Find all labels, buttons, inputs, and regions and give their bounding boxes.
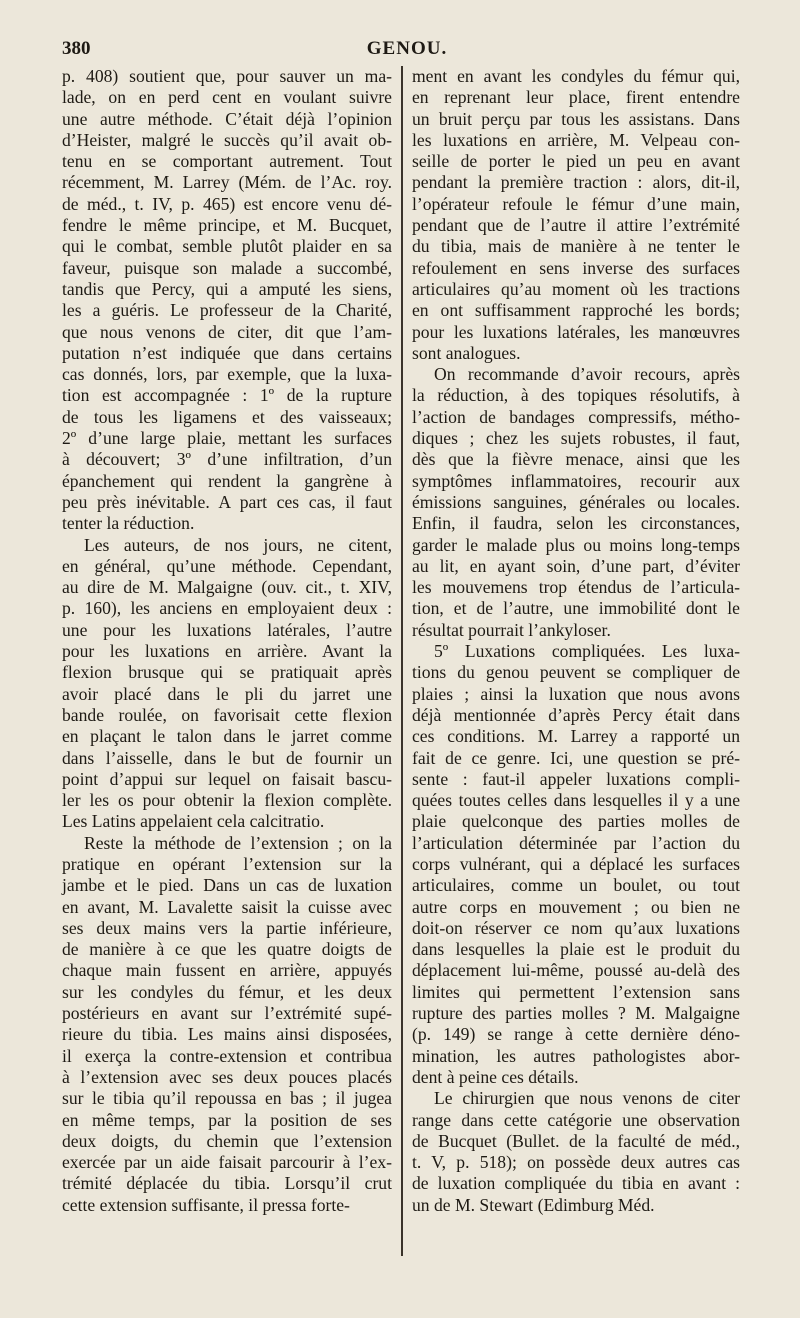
page-number: 380 <box>62 38 91 59</box>
text-line: de Bucquet (Bullet. de la faculté de méd., <box>412 1130 740 1151</box>
text-line: une pour les luxations latérales, l’autre <box>62 619 392 640</box>
text-line: garder le malade plus ou moins long-temps <box>412 534 740 555</box>
text-line: il exerça la contre-extension et contribua <box>62 1045 392 1066</box>
text-line: pendant la première traction : alors, dit-il, <box>412 172 740 193</box>
text-line: quées toutes celles dans lesquelles il y a une <box>412 790 740 811</box>
text-line: du tibia, mais de manière à ne tenter le <box>412 236 740 257</box>
text-line: sont analogues. <box>412 342 521 363</box>
text-line: dans lesquelles la plaie est le produit du <box>412 939 740 960</box>
text-line: bande roulée, on favorisait cette flexion <box>62 704 392 725</box>
text-line: ses deux mains vers la partie inférieure, <box>62 917 392 938</box>
text-line: qui le combat, semble plutôt plaider en sa <box>62 236 392 257</box>
text-line: corps vulnérant, qui a déplacé les surfaces <box>412 853 740 874</box>
text-line: p. 408) soutient que, pour sauver un ma- <box>62 66 392 86</box>
text-line: une autre méthode. C’était déjà l’opinion <box>62 108 392 129</box>
text-line: épanchement qui rendent la gangrène à <box>62 470 392 491</box>
text-line: tions du genou peuvent se compliquer de <box>412 662 740 683</box>
text-line: diques ; chez les sujets robustes, il faut, <box>412 428 740 449</box>
text-line: pratique en opérant l’extension sur la <box>62 853 392 874</box>
text-line: trémité déplacée du tibia. Lorsqu’il crut <box>62 1173 392 1194</box>
text-line: t. V, p. 518); on possède deux autres cas <box>412 1152 740 1173</box>
text-line: pour les luxations latérales, les manœuvres <box>412 321 740 342</box>
text-line: en ont suffisamment rapproché les bords; <box>412 300 740 321</box>
text-line: de manière à ce que les quatre doigts de <box>62 939 392 960</box>
text-line: l’articulation déterminée par l’action du <box>412 832 740 853</box>
text-line: ment en avant les condyles du fémur qui, <box>412 66 740 86</box>
text-line: putation n’est indiquée que dans certains <box>62 342 392 363</box>
text-line: en général, qu’une méthode. Cependant, <box>62 555 392 576</box>
text-line: Le chirurgien que nous venons de citer <box>434 1088 740 1109</box>
text-line: postérieurs en avant sur l’extrémité supé- <box>62 1003 392 1024</box>
text-line: de méd., t. IV, p. 465) est encore venu dé- <box>62 193 392 214</box>
column-rule <box>401 66 403 1256</box>
text-line: de luxation compliquée du tibia en avant : <box>412 1173 740 1194</box>
text-line: tenu en se comportant autrement. Tout <box>62 151 392 172</box>
text-line: en même temps, par la position de ses <box>62 1109 392 1130</box>
left-column <box>62 66 392 1216</box>
text-line: résultat pourrait l’ankyloser. <box>412 619 611 640</box>
text-line: sur les condyles du fémur, et les deux <box>62 981 392 1002</box>
text-line: tandis que Percy, qui a amputé les siens, <box>62 278 392 299</box>
text-line: à l’extension avec ses deux pouces placés <box>62 1066 392 1087</box>
text-line: faveur, puisque son malade a succombé, <box>62 257 392 278</box>
text-line: un bruit perçu par tous les assistans. Dans <box>412 108 740 129</box>
text-line: tenter la réduction. <box>62 513 195 534</box>
text-line: deux doigts, du chemin que l’extension <box>62 1130 392 1151</box>
text-line: fait de ce genre. Ici, une question se pré- <box>412 747 740 768</box>
text-line: dans l’aisselle, dans le but de fournir un <box>62 747 392 768</box>
text-line: range dans cette catégorie une observation <box>412 1109 740 1130</box>
text-line: rupture des parties molles ? M. Malgaigne <box>412 1003 740 1024</box>
text-line: mination, les autres pathologistes abor- <box>412 1045 740 1066</box>
text-line: tion, et de l’autre, une immobilité dont le <box>412 598 740 619</box>
right-column <box>412 66 740 1216</box>
text-line: au lit, en ayant soin, d’une part, d’éviter <box>412 555 740 576</box>
text-line: dent à peine ces détails. <box>412 1066 579 1087</box>
text-line: au dire de M. Malgaigne (ouv. cit., t. XIV, <box>62 577 392 598</box>
text-line: limites qui permettent l’extension sans <box>412 981 740 1002</box>
text-line: plaie quelconque des parties molles de <box>412 811 740 832</box>
text-line: (p. 149) se range à cette dernière déno- <box>412 1024 740 1045</box>
text-line: fendre le même principe, et M. Bucquet, <box>62 215 392 236</box>
text-line: l’action de bandages compressifs, métho- <box>412 406 740 427</box>
text-line: symptômes inflammatoires, recourir aux <box>412 470 740 491</box>
text-line: déjà mentionnée d’après Percy était dans <box>412 704 740 725</box>
text-line: l’opérateur refoule le fémur d’une main, <box>412 193 740 214</box>
text-line: dès que la fièvre menace, ainsi que les <box>412 449 740 470</box>
text-line: les mouvemens trop étendus de l’articula- <box>412 577 740 598</box>
text-line: 2º d’une large plaie, mettant les surfaces <box>62 428 392 449</box>
text-line: émissions sanguines, générales ou locales. <box>412 491 740 512</box>
text-line: refoulement en sens inverse des surfaces <box>412 257 740 278</box>
text-line: cette extension suffisante, il pressa forte- <box>62 1194 350 1215</box>
text-line: lade, on en perd cent en voulant suivre <box>62 87 392 108</box>
text-line: peu près inévitable. A part ces cas, il faut <box>62 491 392 512</box>
text-line: à découvert; 3º d’une infiltration, d’un <box>62 449 392 470</box>
text-line: pour les luxations en arrière. Avant la <box>62 641 392 662</box>
text-line: que nous venons de citer, dit que l’am- <box>62 321 392 342</box>
text-line: seille de porter le pied un peu en avant <box>412 151 740 172</box>
text-line: en plaçant le talon dans le jarret comme <box>62 726 392 747</box>
text-line: plaies ; ainsi la luxation que nous avons <box>412 683 740 704</box>
text-line: 5º Luxations compliquées. Les luxa- <box>434 641 740 662</box>
text-line: rieure du tibia. Les mains ainsi disposées, <box>62 1024 392 1045</box>
text-line: ler les os pour obtenir la flexion complète. <box>62 790 392 811</box>
text-line: sur le tibia qu’il repoussa en bas ; il jugea <box>62 1088 392 1109</box>
text-line: tion est accompagnée : 1º de la rupture <box>62 385 392 406</box>
text-line: un de M. Stewart (Edimburg Méd. <box>412 1194 655 1215</box>
text-line: la réduction, à des topiques résolutifs, à <box>412 385 740 406</box>
text-line: Les Latins appelaient cela calcitratio. <box>62 811 325 832</box>
text-line: sente : faut-il appeler luxations compli- <box>412 768 740 789</box>
text-line: On recommande d’avoir recours, après <box>434 364 740 385</box>
text-line: flexion brusque qui se pratiquait après <box>62 662 392 683</box>
text-line: les luxations en arrière, M. Velpeau con- <box>412 129 740 150</box>
text-line: de tous les ligamens et des vaisseaux; <box>62 406 392 427</box>
text-line: exercée par un aide faisait parcourir à l’ex- <box>62 1152 392 1173</box>
text-line: chaque main fussent en arrière, appuyés <box>62 960 392 981</box>
text-line: autre corps en mouvement ; ou bien ne <box>412 896 740 917</box>
text-line: en reprenant leur place, firent entendre <box>412 87 740 108</box>
text-line: avoir placé dans le pli du jarret une <box>62 683 392 704</box>
text-line: Enfin, il faudra, selon les circonstances, <box>412 513 740 534</box>
text-line: déplacement lui-même, poussé au-delà des <box>412 960 740 981</box>
text-line: articulaires qu’au moment où les tractions <box>412 278 740 299</box>
running-head: GENOU. <box>366 38 448 59</box>
text-line: Les auteurs, de nos jours, ne citent, <box>84 534 392 555</box>
text-line: Reste la méthode de l’extension ; on la <box>84 832 392 853</box>
text-line: articulaires, comme un boulet, ou tout <box>412 875 740 896</box>
text-line: ces conditions. M. Larrey a rapporté un <box>412 726 740 747</box>
text-line: d’Heister, malgré le succès qu’il avait ob- <box>62 129 392 150</box>
page-header <box>62 38 752 64</box>
text-line: les a guéris. Le professeur de la Charité, <box>62 300 392 321</box>
text-line: p. 160), les anciens en employaient deux : <box>62 598 392 619</box>
text-line: cas donnés, lors, par exemple, que la luxa- <box>62 364 392 385</box>
text-line: jambe et le pied. Dans un cas de luxation <box>62 875 392 896</box>
text-line: pendant que de l’autre il attire l’extrémité <box>412 215 740 236</box>
text-line: doit-on réserver ce nom qu’aux luxations <box>412 917 740 938</box>
text-line: point d’appui sur lequel on faisait bascu- <box>62 768 392 789</box>
text-line: en avant, M. Lavalette saisit la cuisse avec <box>62 896 392 917</box>
text-line: récemment, M. Larrey (Mém. de l’Ac. roy. <box>62 172 392 193</box>
